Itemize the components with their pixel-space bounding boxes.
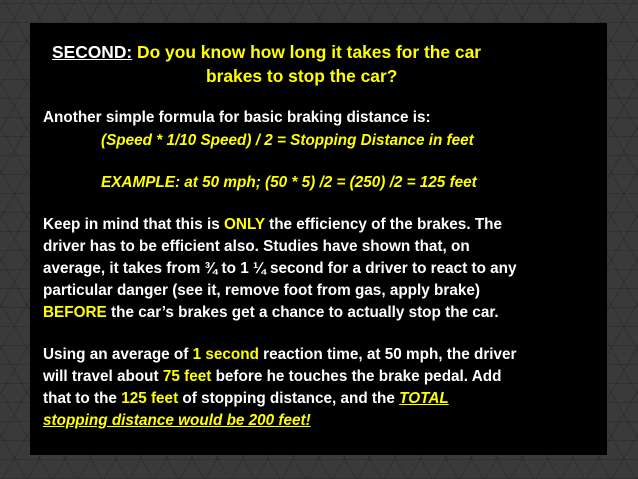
formula-equation: (Speed * 1/10 Speed) / 2 = Stopping Distance in feet: [101, 132, 474, 149]
title-lead: SECOND:: [52, 42, 133, 62]
title-question: Do you know how long it takes for the car: [132, 42, 482, 62]
before-highlight: BEFORE: [43, 304, 107, 321]
one-second-highlight: 1 second: [192, 346, 259, 363]
slide-title-line-2: brakes to stop the car?: [206, 66, 398, 86]
paragraph-1-line-3: average, it takes from ¾ to 1 ¼ second for a driver to react to any: [43, 260, 517, 277]
formula-example: EXAMPLE: at 50 mph; (50 * 5) /2 = (250) /2 = 125 feet: [101, 174, 477, 191]
paragraph-2-line-1: Using an average of 1 second reaction time, at 50 mph, the driver: [43, 346, 517, 363]
paragraph-1-line-4: particular danger (see it, remove foot from gas, apply brake): [43, 282, 480, 299]
total-highlight: TOTAL: [399, 390, 449, 407]
paragraph-1-line-1: Keep in mind that this is ONLY the efficiency of the brakes. The: [43, 216, 503, 233]
only-highlight: ONLY: [224, 216, 265, 233]
paragraph-1-line-2: driver has to be efficient also. Studies have shown that, on: [43, 238, 470, 255]
one-twenty-five-feet-highlight: 125 feet: [121, 390, 179, 407]
formula-intro: Another simple formula for basic braking distance is:: [43, 109, 431, 126]
paragraph-2-line-4: stopping distance would be 200 feet!: [43, 412, 311, 429]
paragraph-1-line-5: BEFORE the car’s brakes get a chance to actually stop the car.: [43, 304, 499, 321]
paragraph-2-line-2: will travel about 75 feet before he touches the brake pedal. Add: [43, 368, 502, 385]
paragraph-2-line-3: that to the 125 feet of stopping distance, and the TOTAL: [43, 390, 449, 407]
slide-title-line-1: [52, 40, 481, 64]
seventy-five-feet-highlight: 75 feet: [162, 368, 212, 385]
